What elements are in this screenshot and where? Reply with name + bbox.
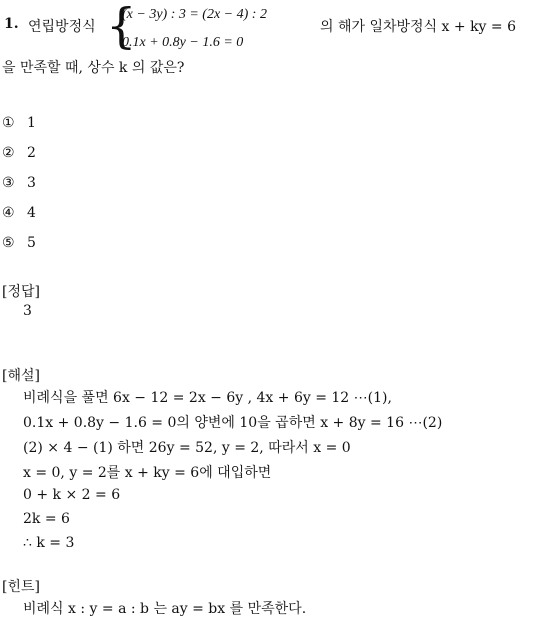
answer-value: 3: [23, 303, 32, 319]
equation-2: 0.1x + 0.8y − 1.6 = 0: [122, 35, 244, 50]
explanation-line-2: 0.1x + 0.8y − 1.6 = 0의 양변에 10을 곱하면 x + 8y = 16 ⋯(2): [23, 415, 443, 431]
choice-marker: ①: [2, 115, 15, 131]
choice-marker: ②: [2, 145, 15, 161]
explanation-line-1: 비례식을 풀면 6x − 12 = 2x − 6y , 4x + 6y = 12 ⋯(1),: [23, 390, 392, 406]
system-brace: {: [106, 0, 137, 54]
equation-1: (x − 3y) : 3 = (2x − 4) : 2: [122, 7, 267, 22]
choice-3[interactable]: [2, 175, 36, 191]
choice-5[interactable]: [2, 235, 36, 251]
hint-label: [힌트]: [2, 579, 40, 595]
explanation-line-7: ∴ k = 3: [23, 535, 75, 551]
explanation-label: [해설]: [2, 368, 40, 384]
answer-label: [정답]: [2, 284, 40, 300]
choice-value: 4: [27, 205, 36, 221]
choice-value: 5: [27, 235, 36, 251]
choice-2[interactable]: [2, 145, 36, 161]
choice-marker: ④: [2, 205, 15, 221]
choice-value: 1: [27, 115, 36, 131]
question-line-2: 을 만족할 때, 상수 k 의 값은?: [2, 60, 185, 76]
question-prefix: 연립방정식: [28, 19, 96, 35]
explanation-line-5: 0 + k × 2 = 6: [23, 487, 121, 503]
explanation-line-4: x = 0, y = 2를 x + ky = 6에 대입하면: [23, 465, 272, 481]
choice-value: 2: [27, 145, 36, 161]
choice-marker: ⑤: [2, 235, 15, 251]
explanation-line-6: 2k = 6: [23, 511, 70, 527]
explanation-line-3: (2) × 4 − (1) 하면 26y = 52, y = 2, 따라서 x = 0: [23, 440, 351, 456]
choice-1[interactable]: [2, 115, 36, 131]
hint-text: 비례식 x : y = a : b 는 ay = bx 를 만족한다.: [23, 601, 307, 617]
choice-value: 3: [27, 175, 36, 191]
choice-4[interactable]: [2, 205, 36, 221]
question-suffix: 의 해가 일차방정식 x + ky = 6: [320, 19, 516, 35]
question-number: 1.: [4, 16, 19, 32]
choice-marker: ③: [2, 175, 15, 191]
